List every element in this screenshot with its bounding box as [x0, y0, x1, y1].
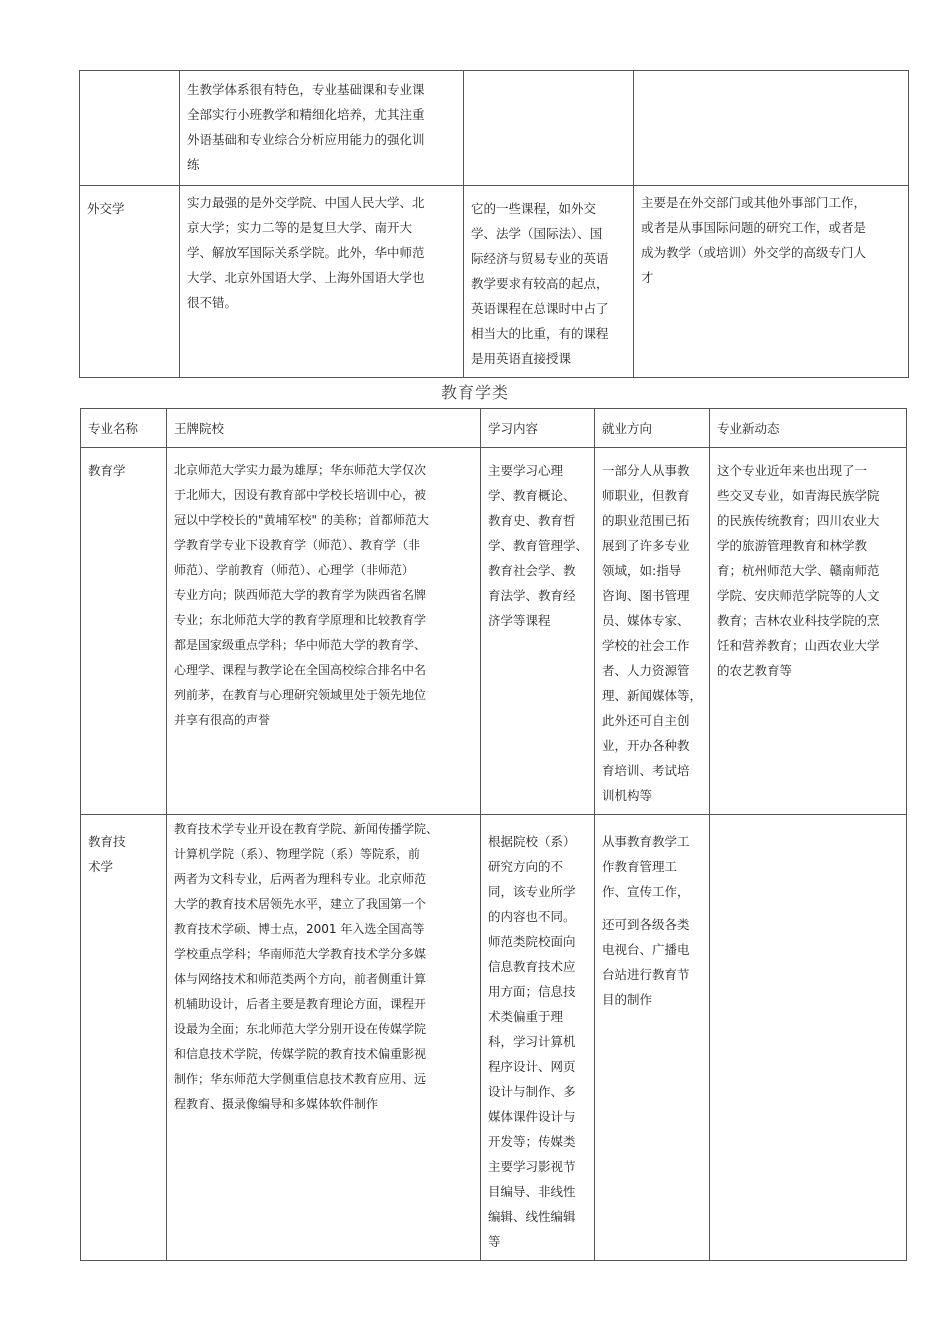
career-line: 主要是在外交部门或其他外事部门工作，	[641, 195, 867, 210]
schools-line: 北京师范大学实力最为雄厚；华东师范大学仅次	[174, 463, 427, 477]
major-name: 外交学	[87, 201, 125, 216]
content-line: 媒体课件设计与	[488, 1109, 576, 1124]
career-line: 还可到各级各类	[602, 917, 690, 932]
career-line: 师职业，但教育	[602, 488, 690, 503]
schools-line: 冠以中学校长的"黄埔军校" 的美称；首都师范大	[174, 513, 429, 527]
section-title: 教育学类	[440, 383, 509, 402]
content-line: 科，学习计算机	[488, 1034, 576, 1049]
trends-cell	[710, 448, 907, 815]
content-line: 是用英语直接授课	[471, 351, 572, 366]
schools-line: 京大学；实力二等的是复旦大学、南开大	[187, 220, 413, 235]
table-header-row	[81, 409, 907, 448]
content-cell	[464, 71, 634, 186]
schools-line: 都是国家级重点学科；华中师范大学的教育学、	[174, 638, 427, 652]
trends-line: 些交叉专业，如青海民族学院	[717, 488, 880, 503]
schools-line: 设最为全面；东北师范大学分别开设在传媒学院	[174, 1022, 427, 1036]
content-line: 设计与制作、多	[488, 1084, 576, 1099]
content-line: 际经济与贸易专业的英语	[471, 251, 609, 266]
career-cell	[595, 815, 710, 1261]
career-line: 育培训、考试培	[602, 763, 690, 778]
career-cell	[634, 71, 909, 186]
career-line: 训机构等	[602, 788, 653, 803]
schools-line: 机辅助设计，后者主要是教育理论方面，课程开	[174, 997, 427, 1011]
schools-line: 两者为文科专业，后两者为理科专业。北京师范	[174, 872, 427, 886]
spacer	[602, 904, 703, 912]
trends-line: 育；杭州师范大学、赣南师范	[717, 563, 880, 578]
career-line: 或者是从事国际问题的研究工作，或者是	[641, 220, 867, 235]
schools-line: 全部实行小班教学和精细化培养，尤其注重	[187, 107, 425, 122]
table-row	[81, 448, 907, 815]
content-line: 程序设计、网页	[488, 1059, 576, 1074]
content-cell	[481, 448, 595, 815]
schools-line: 制作；华东师范大学侧重信息技术教育应用、远	[174, 1072, 427, 1086]
career-line: 成为教学（或培训）外交学的高级专门人	[641, 245, 867, 260]
schools-cell	[180, 186, 464, 378]
table-row	[81, 815, 907, 1261]
education-majors-table	[80, 408, 907, 1261]
trends-line: 的民族传统教育；四川农业大	[717, 513, 880, 528]
schools-line: 教育技术学硕、博士点，2001 年入选全国高等	[174, 922, 425, 936]
trends-line: 的农艺教育等	[717, 663, 793, 678]
content-line: 教育社会学、教	[488, 563, 576, 578]
career-line: 理、新闻媒体等，	[602, 688, 703, 703]
career-line: 领域，如:指导	[602, 563, 682, 578]
schools-line: 专业；东北师范大学的教育学原理和比较教育学	[174, 613, 427, 627]
schools-line: 实力最强的是外交学院、中国人民大学、北	[187, 195, 425, 210]
schools-line: 于北师大，因设有教育部中学校长培训中心，被	[174, 488, 427, 502]
content-line: 术类偏重于理	[488, 1009, 564, 1024]
header-cell: 王牌院校	[167, 409, 481, 448]
schools-cell	[180, 71, 464, 186]
content-line: 教学要求有较高的起点，	[471, 276, 609, 291]
career-line: 者、人力资源管	[602, 663, 690, 678]
career-line: 学校的社会工作	[602, 638, 690, 653]
career-line: 作教育管理工	[602, 859, 678, 874]
content-line: 主要学习影视节	[488, 1159, 576, 1174]
schools-line: 程教育、摄录像编导和多媒体软件制作	[174, 1097, 379, 1111]
content-cell	[464, 186, 634, 378]
schools-line: 教育技术学专业开设在教育学院、新闻传播学院、	[174, 822, 439, 836]
career-line: 的职业范围已拓	[602, 513, 690, 528]
trends-line: 教育；吉林农业科技学院的烹	[717, 613, 880, 628]
schools-line: 师范）、学前教育（师范）、心理学（非师范）	[174, 563, 415, 577]
trends-cell	[710, 815, 907, 1261]
major-name: 教育技	[88, 834, 126, 849]
trends-line: 学院、安庆师范学院等的人文	[717, 588, 880, 603]
header-cell: 专业新动态	[710, 409, 907, 448]
schools-cell	[167, 448, 481, 815]
career-line: 电视台、广播电	[602, 942, 690, 957]
schools-cell	[167, 815, 481, 1261]
career-line: 作、宣传工作，	[602, 884, 690, 899]
schools-line: 并享有很高的声誉	[174, 713, 271, 727]
content-line: 济学等课程	[488, 613, 551, 628]
content-line: 的内容也不同。	[488, 909, 576, 924]
header-cell: 专业名称	[81, 409, 167, 448]
major-name-cell	[81, 448, 167, 815]
trends-line: 学的旅游管理教育和林学教	[717, 538, 868, 553]
table-row	[80, 71, 909, 186]
content-line: 教育史、教育哲	[488, 513, 576, 528]
major-name-cell	[80, 71, 180, 186]
content-line: 等	[488, 1234, 501, 1249]
content-line: 研究方向的不	[488, 859, 564, 874]
career-cell	[595, 448, 710, 815]
content-line: 相当大的比重，有的课程	[471, 326, 609, 341]
trends-line: 饪和营养教育；山西农业大学	[717, 638, 880, 653]
header-cell: 学习内容	[481, 409, 595, 448]
schools-line: 专业方向；陕西师范大学的教育学为陕西省名牌	[174, 588, 427, 602]
content-line: 信息教育技术应	[488, 959, 576, 974]
schools-line: 学校重点学科；华南师范大学教育技术学分多媒	[174, 947, 427, 961]
major-name-cell	[80, 186, 180, 378]
schools-line: 外语基础和专业综合分析应用能力的强化训	[187, 132, 425, 147]
career-line: 台站进行教育节	[602, 967, 690, 982]
career-line: 才	[641, 270, 654, 285]
content-line: 同，该专业所学	[488, 884, 576, 899]
major-name: 术学	[88, 859, 114, 874]
schools-line: 大学、北京外国语大学、上海外国语大学也	[187, 270, 425, 285]
trends-line: 这个专业近年来也出现了一	[717, 463, 868, 478]
content-line: 目编导、非线性	[488, 1184, 576, 1199]
table-row	[80, 186, 909, 378]
major-name-cell	[81, 815, 167, 1261]
schools-line: 大学的教育技术居领先水平，建立了我国第一个	[174, 897, 427, 911]
schools-line: 心理学、课程与教学论在全国高校综合排名中名	[174, 663, 427, 677]
content-line: 学、法学（国际法）、国	[471, 226, 603, 241]
content-line: 育法学、教育经	[488, 588, 576, 603]
major-name: 教育学	[88, 463, 126, 478]
career-line: 目的制作	[602, 992, 653, 1007]
schools-line: 计算机学院（系）、物理学院（系）等院系，前	[174, 847, 421, 861]
content-line: 学、教育概论、	[488, 488, 576, 503]
career-line: 一部分人从事教	[602, 463, 690, 478]
top-continuation-table	[79, 70, 909, 378]
content-line: 开发等；传媒类	[488, 1134, 576, 1149]
content-line: 根据院校（系）	[488, 834, 576, 849]
schools-line: 很不错。	[187, 295, 238, 310]
schools-line: 练	[187, 157, 200, 172]
career-line: 此外还可自主创	[602, 713, 690, 728]
schools-line: 列前茅，在教育与心理研究领域里处于领先地位	[174, 688, 427, 702]
schools-line: 生教学体系很有特色，专业基础课和专业课	[187, 82, 425, 97]
header-cell: 就业方向	[595, 409, 710, 448]
schools-line: 和信息技术学院，传媒学院的教育技术偏重影视	[174, 1047, 427, 1061]
content-line: 它的一些课程，如外交	[471, 201, 597, 216]
content-line: 用方面；信息技	[488, 984, 576, 999]
content-line: 英语课程在总课时中占了	[471, 301, 609, 316]
career-line: 从事教育教学工	[602, 834, 690, 849]
career-line: 业，开办各种教	[602, 738, 690, 753]
schools-line: 学教育学专业下设教育学（师范）、教育学（非	[174, 538, 421, 552]
schools-line: 体与网络技术和师范类两个方向，前者侧重计算	[174, 972, 427, 986]
career-line: 展到了许多专业	[602, 538, 690, 553]
schools-line: 学、解放军国际关系学院。此外，华中师范	[187, 245, 425, 260]
content-line: 师范类院校面向	[488, 934, 576, 949]
content-line: 主要学习心理	[488, 463, 564, 478]
career-line: 员、媒体专家、	[602, 613, 690, 628]
content-cell	[481, 815, 595, 1261]
career-line: 咨询、图书管理	[602, 588, 690, 603]
career-cell	[634, 186, 909, 378]
content-line: 学、教育管理学、	[488, 538, 589, 553]
content-line: 编辑、线性编辑	[488, 1209, 576, 1224]
